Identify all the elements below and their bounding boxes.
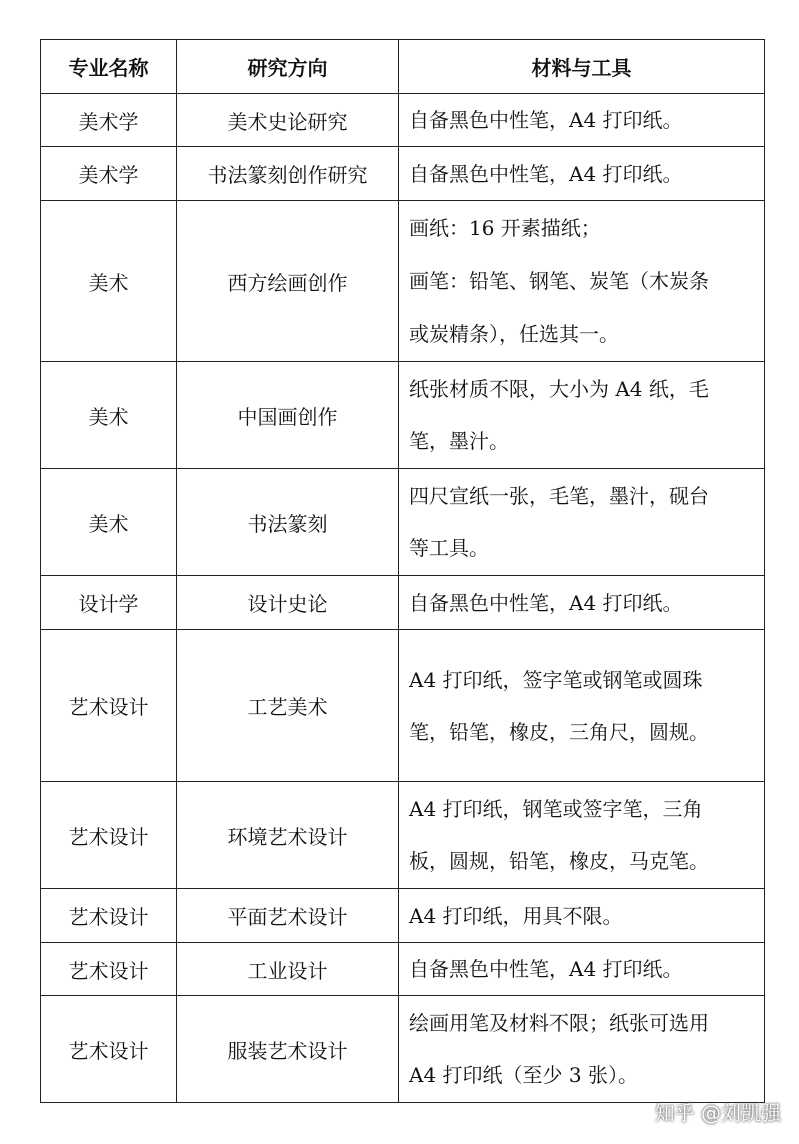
materials-line: A4 打印纸，钢笔或签字笔，三角 (409, 797, 703, 821)
table-row (41, 782, 765, 889)
cell-major: 艺术设计 (41, 782, 177, 889)
cell-major: 艺术设计 (41, 996, 177, 1103)
cell-materials (399, 94, 765, 147)
materials-line: 自备黑色中性笔，A4 打印纸。 (409, 957, 683, 981)
cell-materials (399, 630, 765, 782)
cell-direction: 西方绘画创作 (177, 201, 399, 362)
cell-major: 美术学 (41, 147, 177, 201)
materials-line: 绘画用笔及材料不限；纸张可选用 (409, 1011, 709, 1035)
header-materials: 材料与工具 (399, 40, 765, 94)
materials-line: 板，圆规，铅笔，橡皮，马克笔。 (409, 849, 709, 873)
materials-line: 纸张材质不限，大小为 A4 纸，毛 (409, 377, 709, 401)
table-row (41, 94, 765, 147)
cell-direction: 环境艺术设计 (177, 782, 399, 889)
materials-line: 笔，墨汁。 (409, 429, 509, 453)
header-direction: 研究方向 (177, 40, 399, 94)
materials-line: 等工具。 (409, 536, 489, 560)
table-row (41, 943, 765, 996)
table-row (41, 201, 765, 362)
cell-materials (399, 469, 765, 576)
materials-table (40, 39, 765, 1103)
cell-major: 美术学 (41, 94, 177, 147)
table-row (41, 996, 765, 1103)
cell-direction: 美术史论研究 (177, 94, 399, 147)
cell-direction: 书法篆刻 (177, 469, 399, 576)
cell-major: 艺术设计 (41, 889, 177, 943)
materials-line: A4 打印纸（至少 3 张）。 (409, 1063, 638, 1087)
cell-direction: 工艺美术 (177, 630, 399, 782)
cell-major: 美术 (41, 201, 177, 362)
materials-line: 四尺宣纸一张，毛笔，墨汁，砚台 (409, 484, 709, 508)
cell-direction: 工业设计 (177, 943, 399, 996)
cell-direction: 平面艺术设计 (177, 889, 399, 943)
materials-line: 笔，铅笔，橡皮，三角尺，圆规。 (409, 719, 709, 744)
table-body (41, 94, 765, 1103)
materials-line: 画纸：16 开素描纸； (409, 215, 601, 240)
cell-major: 艺术设计 (41, 630, 177, 782)
materials-line: 或炭精条），任选其一。 (409, 321, 619, 346)
cell-direction: 服装艺术设计 (177, 996, 399, 1103)
cell-materials (399, 201, 765, 362)
table-row (41, 576, 765, 630)
cell-materials (399, 362, 765, 469)
table-row (41, 889, 765, 943)
table-row (41, 147, 765, 201)
header-major: 专业名称 (41, 40, 177, 94)
cell-major: 美术 (41, 469, 177, 576)
cell-materials (399, 943, 765, 996)
materials-line: A4 打印纸，签字笔或钢笔或圆珠 (409, 667, 703, 692)
cell-major: 艺术设计 (41, 943, 177, 996)
table-row (41, 362, 765, 469)
table-row (41, 630, 765, 782)
table-header-row (41, 40, 765, 94)
materials-line: 自备黑色中性笔，A4 打印纸。 (409, 161, 683, 186)
cell-materials (399, 996, 765, 1103)
cell-direction: 书法篆刻创作研究 (177, 147, 399, 201)
table-row (41, 469, 765, 576)
cell-major: 美术 (41, 362, 177, 469)
cell-materials (399, 576, 765, 630)
cell-direction: 设计史论 (177, 576, 399, 630)
cell-materials (399, 889, 765, 943)
cell-materials (399, 782, 765, 889)
materials-line: 自备黑色中性笔，A4 打印纸。 (409, 590, 683, 615)
cell-direction: 中国画创作 (177, 362, 399, 469)
materials-line: 画笔：铅笔、钢笔、炭笔（木炭条 (409, 268, 709, 293)
cell-materials (399, 147, 765, 201)
cell-major: 设计学 (41, 576, 177, 630)
materials-line: 自备黑色中性笔，A4 打印纸。 (409, 108, 683, 132)
watermark: 知乎 @刘凯强 (654, 1101, 781, 1125)
materials-line: A4 打印纸，用具不限。 (409, 903, 623, 928)
